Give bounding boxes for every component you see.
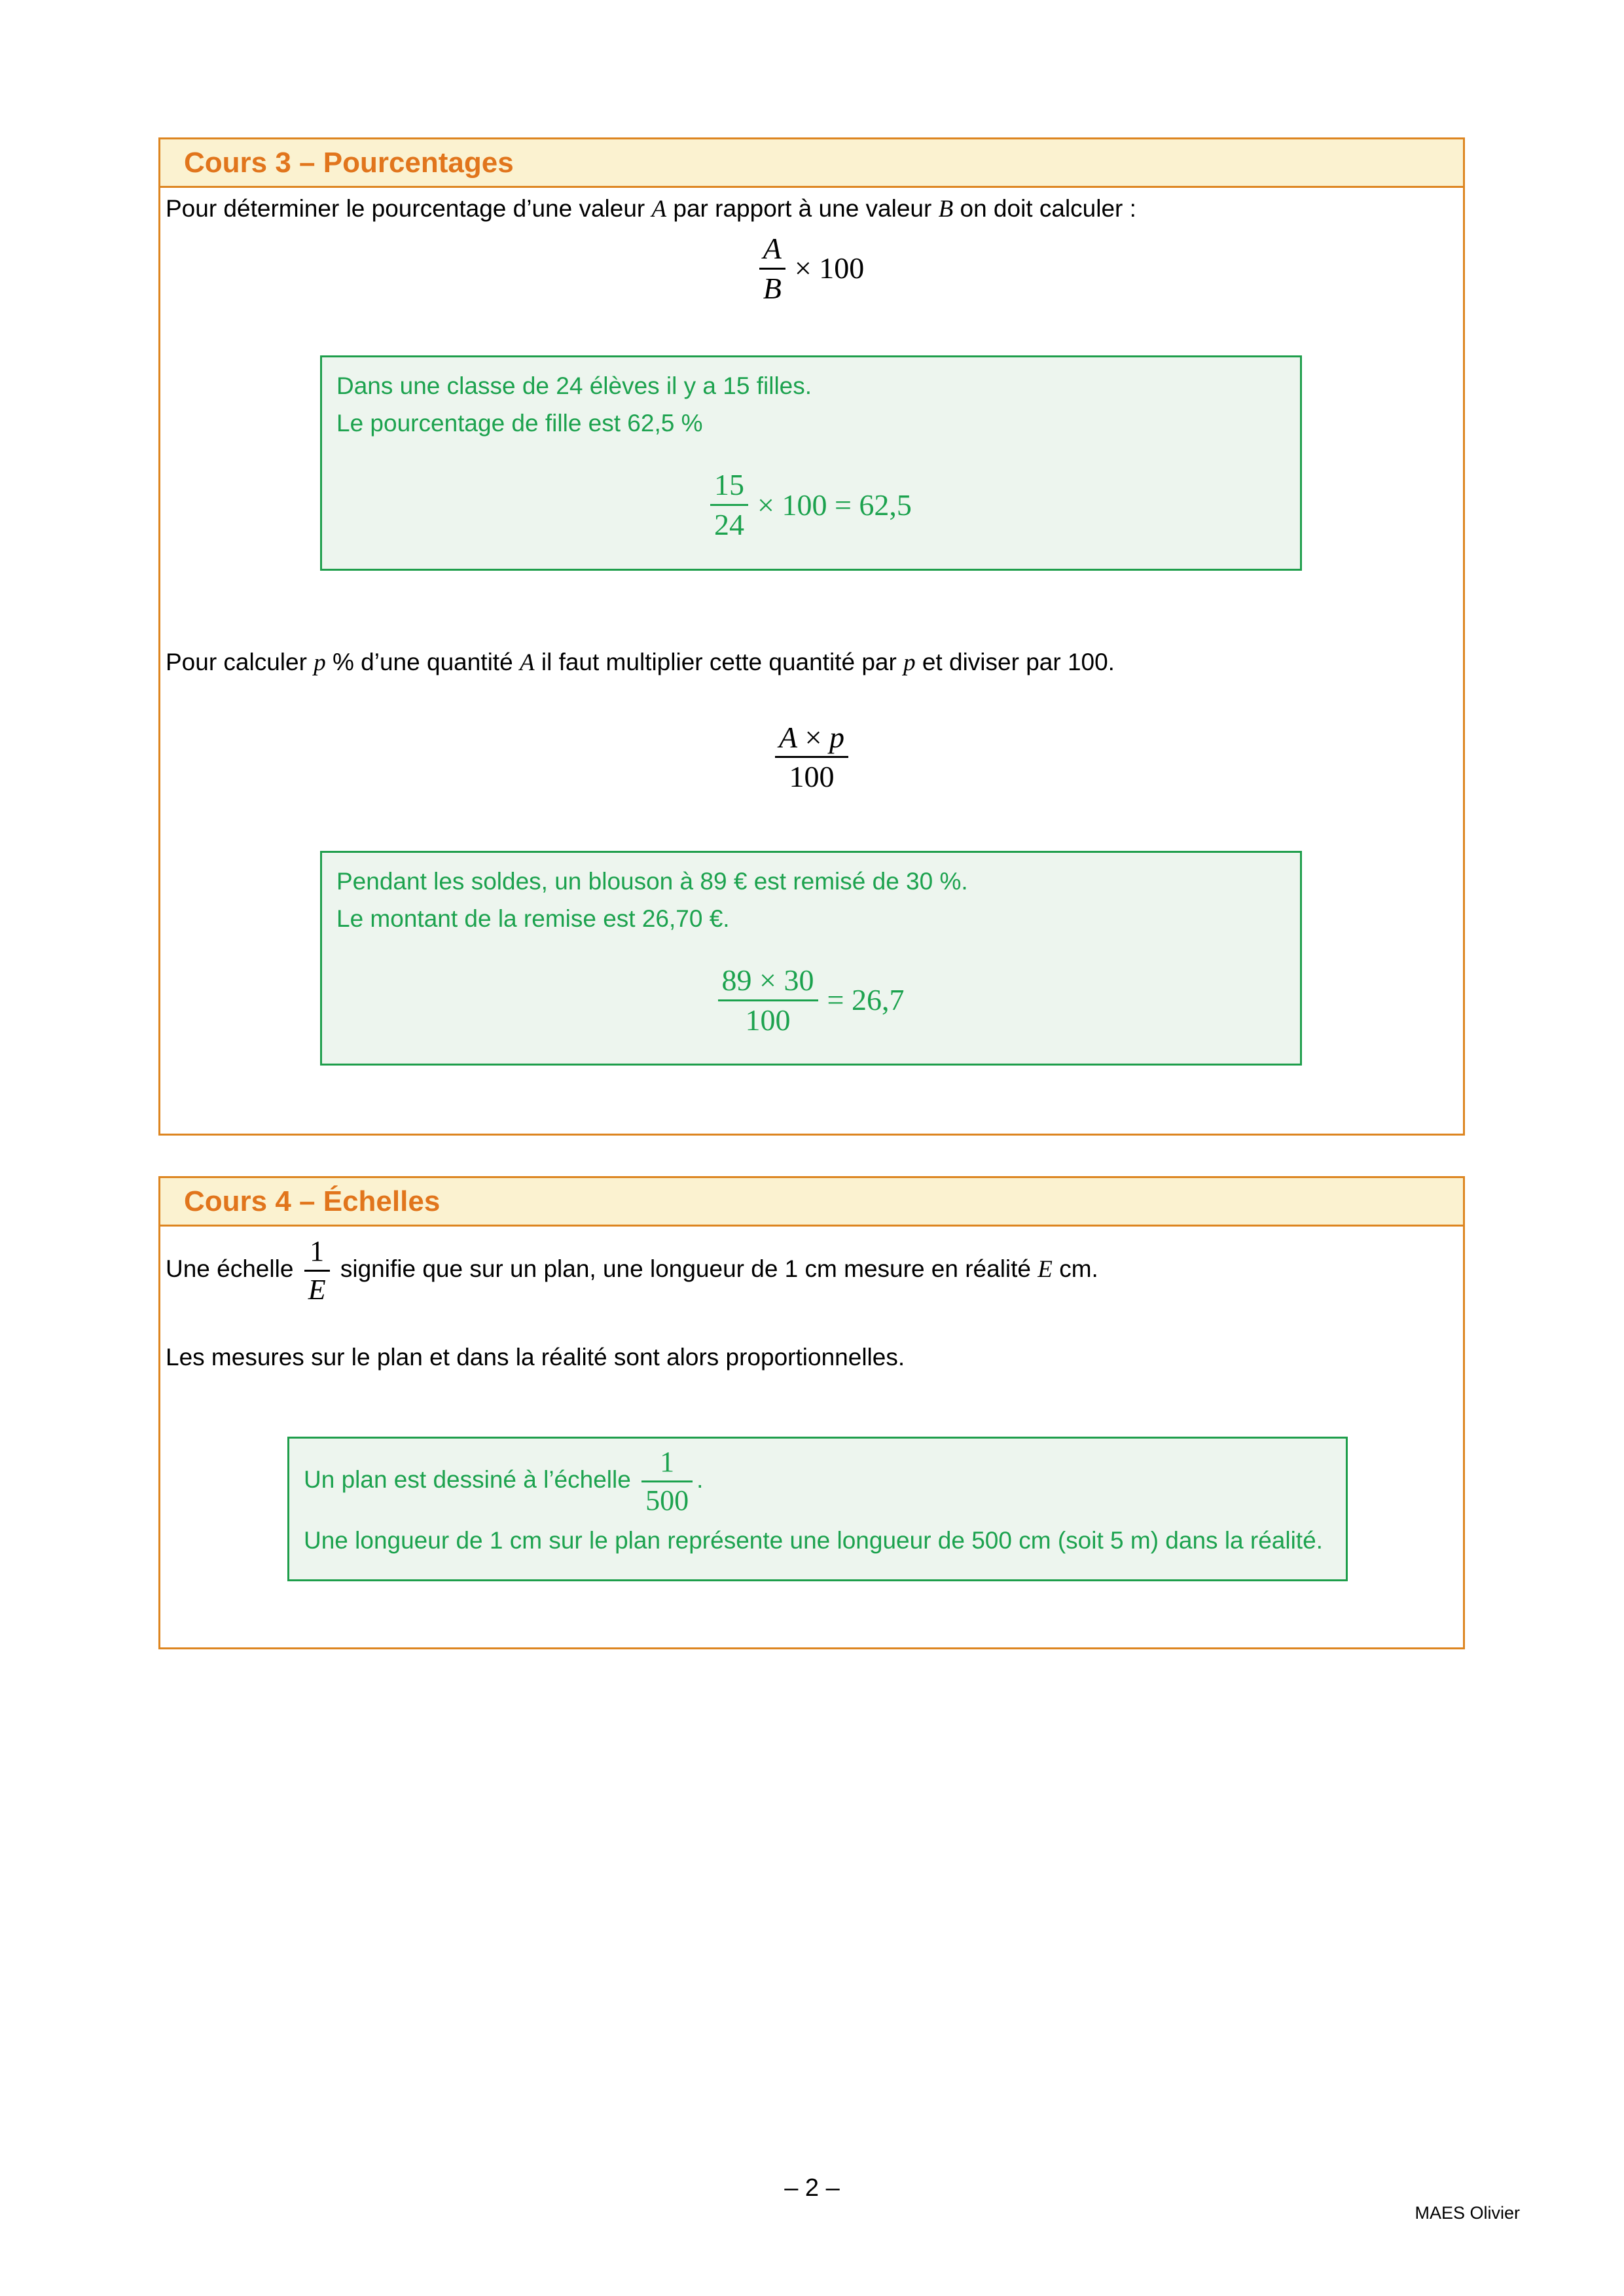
fraction-a-times-p-over-100 [775, 721, 848, 793]
cours-3-title: Cours 3 – Pourcentages [184, 146, 514, 179]
example-box-class-percentage [320, 355, 1302, 570]
formula-a-over-b-times-100 [166, 232, 1458, 304]
percentage-definition-paragraph [166, 190, 1458, 228]
scale-text-part3: cm. [1059, 1255, 1098, 1282]
cours-4-box [158, 1176, 1465, 1649]
proportionality-paragraph: Les mesures sur le plan et dans la réalité sont alors proportionnelles. [166, 1344, 905, 1371]
fraction-numerator: A [759, 232, 785, 270]
fraction-numerator: 1 [304, 1236, 330, 1272]
definition-text-part3: on doit calculer : [960, 195, 1136, 222]
example1-line2: Le pourcentage de fille est 62,5 % [336, 410, 703, 437]
fraction-denominator: E [308, 1273, 326, 1306]
percentage-of-quantity-paragraph [166, 644, 1458, 682]
rule2-text-part1: Pour calculer [166, 648, 307, 675]
fraction-1-over-E [304, 1236, 330, 1305]
fraction-denominator: 100 [745, 1003, 791, 1037]
example-box-discount [320, 851, 1302, 1066]
fraction-numerator [775, 721, 848, 759]
formula-suffix: × 100 = 62,5 [757, 488, 912, 522]
fraction-a-over-b [759, 232, 785, 304]
math-var-p: p [903, 649, 916, 676]
example2-line2: Le montant de la remise est 26,70 €. [336, 905, 730, 932]
rule2-text-part2: % d’une quantité [333, 648, 513, 675]
formula-89-times-30-over-100 [336, 964, 1286, 1036]
page-number: – 2 – [784, 2174, 840, 2202]
definition-text-part2: par rapport à une valeur [673, 195, 932, 222]
fraction-numerator: 89 × 30 [718, 964, 818, 1001]
fraction-numerator: 1 [641, 1446, 693, 1482]
author-name: MAES Olivier [1415, 2203, 1520, 2223]
math-var-E: E [1038, 1255, 1053, 1283]
example3-period: . [696, 1465, 704, 1493]
cours-4-header [160, 1178, 1463, 1227]
example3-text-part1: Un plan est dessiné à l’échelle [304, 1465, 631, 1493]
rule2-text-part3: il faut multiplier cette quantité par [541, 648, 897, 675]
formula-suffix: = 26,7 [827, 983, 905, 1017]
definition-text-part1: Pour déterminer le pourcentage d’une valeur [166, 195, 645, 222]
fraction-1-over-500 [641, 1446, 693, 1516]
fraction-denominator: 500 [645, 1484, 689, 1516]
formula-15-over-24 [336, 469, 1286, 541]
formula-a-times-p-over-100 [166, 721, 1458, 793]
cours-3-box [158, 137, 1465, 1136]
scale-definition-paragraph [166, 1236, 1458, 1305]
fraction-denominator: B [763, 271, 782, 305]
fraction-denominator: 100 [789, 760, 835, 794]
fraction-15-over-24 [710, 469, 748, 541]
times-operator: × [804, 720, 822, 754]
math-var-A: A [519, 649, 535, 676]
scale-text-part1: Une échelle [166, 1255, 294, 1282]
cours-3-body [160, 188, 1463, 1066]
cours-4-body [160, 1227, 1463, 1581]
cours-4-title: Cours 4 – Échelles [184, 1185, 441, 1217]
cours-3-header [160, 139, 1463, 188]
fraction-numerator: 15 [710, 469, 748, 506]
example2-line1: Pendant les soldes, un blouson à 89 € est remisé de 30 %. [336, 867, 968, 895]
example3-line1 [304, 1446, 1331, 1516]
example-box-plan-scale [287, 1437, 1348, 1581]
scale-text-part2: signifie que sur un plan, une longueur de 1 cm mesure en réalité [340, 1255, 1032, 1282]
example1-line1: Dans une classe de 24 élèves il y a 15 filles. [336, 372, 812, 400]
fraction-89-times-30-over-100 [718, 964, 818, 1036]
math-var-B: B [938, 196, 954, 223]
math-var-A: A [778, 720, 798, 754]
rule2-text-part4: et diviser par 100. [922, 648, 1115, 675]
example3-line2: Une longueur de 1 cm sur le plan représente une longueur de 500 cm (soit 5 m) dans la réalité. [304, 1527, 1323, 1554]
fraction-denominator: 24 [714, 507, 745, 541]
math-var-p: p [314, 649, 326, 676]
formula-suffix: × 100 [794, 251, 865, 285]
math-var-A: A [651, 196, 667, 223]
math-var-p: p [829, 720, 845, 754]
